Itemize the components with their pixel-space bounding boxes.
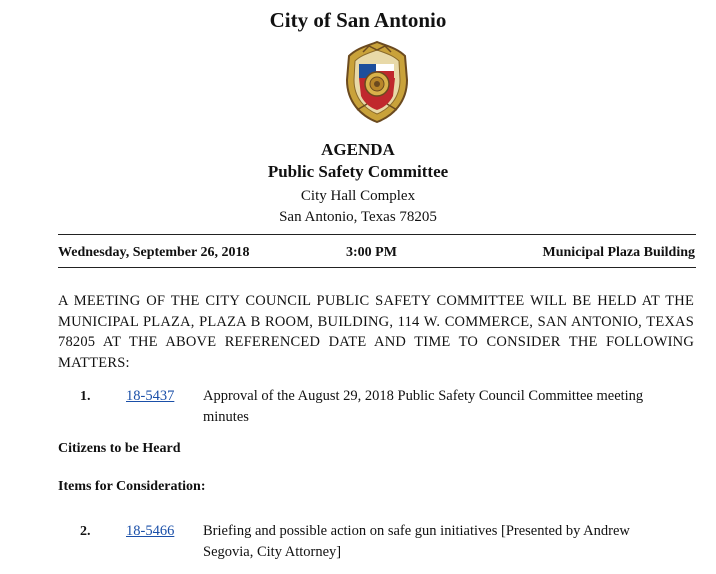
location-line-1: City Hall Complex [300,188,416,204]
divider-top [58,234,696,235]
agenda-item-file-link[interactable]: 18-5466 [126,523,175,539]
city-title: City of San Antonio [269,8,447,32]
agenda-item-description: Approval of the August 29, 2018 Public Safety Council Committee meeting minutes [203,388,644,425]
consideration-heading: Items for Consideration: [58,479,206,494]
meeting-notice: A MEETING OF THE CITY COUNCIL PUBLIC SAFETY COMMITTEE WILL BE HELD AT THE MUNICIPAL PLAZA, PLAZA B ROOM, BUILDING, 114 W. COMMERCE, SAN ANTONIO, TEXAS 78205 AT THE ABOVE REFERENCED DATE AND TIME TO CONSIDER THE FOLLOWING MATTERS: [58,293,694,371]
citizens-heading: Citizens to be Heard [58,441,181,456]
committee-name: Public Safety Committee [267,162,449,181]
agenda-item-file-link[interactable]: 18-5437 [126,388,175,404]
agenda-item-description: Briefing and possible action on safe gun initiatives [Presented by Andrew Segovia, City Attorney] [203,523,630,560]
divider-bottom [58,267,696,268]
agenda-item-number: 2. [80,524,91,539]
meeting-venue: Municipal Plaza Building [542,245,695,260]
meeting-date: Wednesday, September 26, 2018 [58,245,250,260]
agenda-title: AGENDA [321,140,395,159]
city-seal-icon [343,40,411,124]
location-line-2: San Antonio, Texas 78205 [279,209,437,225]
meeting-time: 3:00 PM [346,245,397,260]
agenda-item-number: 1. [80,389,91,404]
